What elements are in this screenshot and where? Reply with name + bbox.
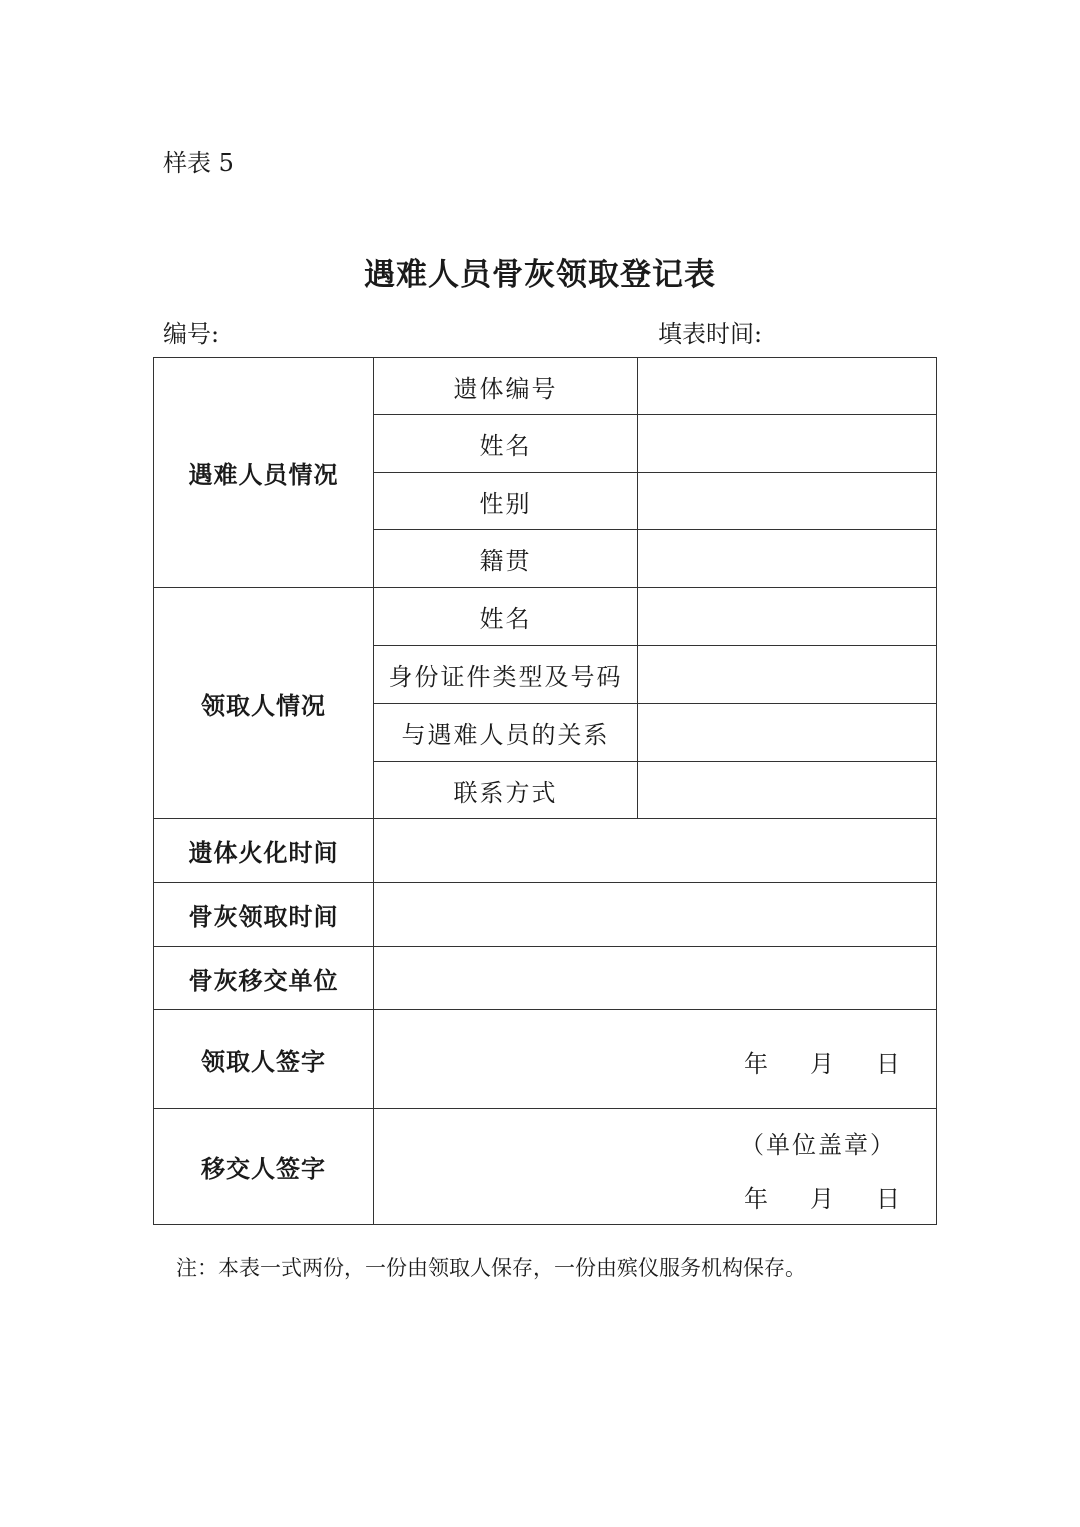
claimant-field-id-document: 身份证件类型及号码 (374, 646, 638, 704)
serial-number-label: 编号: (163, 320, 220, 348)
form-title: 遇难人员骨灰领取登记表 (364, 257, 716, 293)
unit-seal-note: （单位盖章） (740, 1131, 896, 1159)
collection-time-input[interactable] (374, 883, 937, 947)
transferor-signature-area[interactable] (374, 1109, 937, 1225)
claimant-field-relationship: 与遇难人员的关系 (374, 704, 638, 762)
claimant-name-input[interactable] (638, 588, 937, 646)
table-row (154, 358, 937, 415)
table-row (154, 819, 937, 883)
transfer-unit-input[interactable] (374, 947, 937, 1010)
claimant-field-contact: 联系方式 (374, 762, 638, 819)
claimant-section-label: 领取人情况 (154, 588, 374, 819)
day-label: 日 (876, 1050, 900, 1078)
footnote: 注：本表一式两份，一份由领取人保存，一份由殡仪服务机构保存。 (176, 1256, 806, 1280)
claimant-field-name: 姓名 (374, 588, 638, 646)
victim-body-number-input[interactable] (638, 358, 937, 415)
victim-native-place-input[interactable] (638, 530, 937, 588)
table-row (154, 947, 937, 1010)
victim-gender-input[interactable] (638, 473, 937, 530)
claimant-relationship-input[interactable] (638, 704, 937, 762)
table-row (154, 1010, 937, 1109)
transferor-signature-date (744, 1179, 900, 1214)
transfer-unit-label: 骨灰移交单位 (154, 947, 374, 1010)
claimant-signature-date (744, 1044, 900, 1079)
victim-field-name: 姓名 (374, 415, 638, 473)
table-row (154, 588, 937, 646)
cremation-time-input[interactable] (374, 819, 937, 883)
cremation-time-label: 遗体火化时间 (154, 819, 374, 883)
claimant-id-document-input[interactable] (638, 646, 937, 704)
victim-section-label: 遇难人员情况 (154, 358, 374, 588)
claimant-signature-label: 领取人签字 (154, 1010, 374, 1109)
month-label: 月 (810, 1185, 834, 1213)
table-row (154, 1109, 937, 1225)
victim-name-input[interactable] (638, 415, 937, 473)
transferor-signature-label: 移交人签字 (154, 1109, 374, 1225)
sample-label: 样表 5 (163, 149, 234, 177)
year-label: 年 (744, 1185, 768, 1213)
registration-table (153, 357, 937, 1225)
claimant-signature-area[interactable] (374, 1010, 937, 1109)
date-filled-label: 填表时间: (658, 320, 763, 348)
year-label: 年 (744, 1050, 768, 1078)
day-label: 日 (876, 1185, 900, 1213)
month-label: 月 (810, 1050, 834, 1078)
claimant-contact-input[interactable] (638, 762, 937, 819)
table-row (154, 883, 937, 947)
victim-field-body-number: 遗体编号 (374, 358, 638, 415)
victim-field-gender: 性别 (374, 473, 638, 530)
collection-time-label: 骨灰领取时间 (154, 883, 374, 947)
victim-field-native-place: 籍贯 (374, 530, 638, 588)
